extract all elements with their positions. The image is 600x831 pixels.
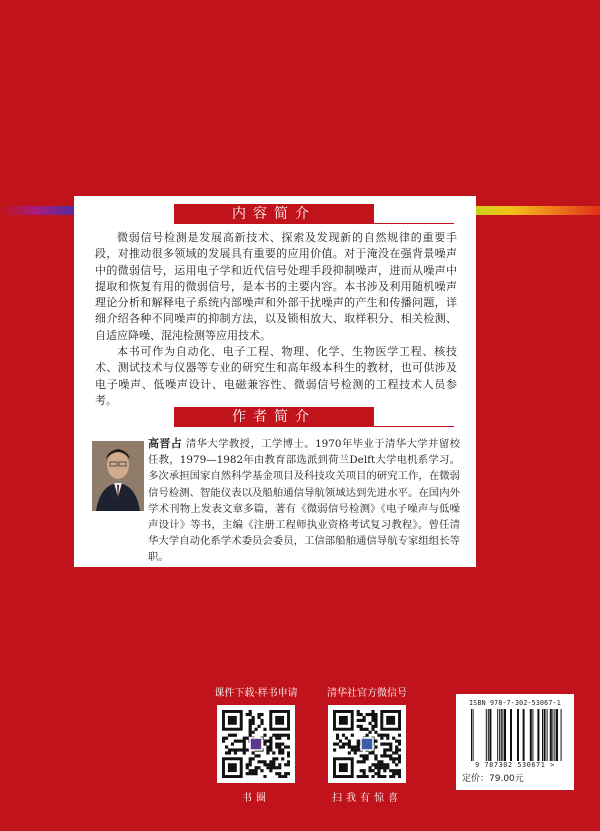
intro-text (95, 230, 457, 409)
qr-courseware-code[interactable] (217, 705, 295, 783)
content-panel (74, 196, 476, 567)
author-name: 高晋占 (148, 437, 183, 450)
intro-paragraph-2: 本书可作为自动化、电子工程、物理、化学、生物医学工程、核技术、测试技术与仪器等专业的研究生和高年级本科生的教材，也可供涉及电子噪声、低噪声设计、电磁兼容性、微弱信号检测的工程技术人员参考。 (95, 345, 457, 407)
author-bio-text: 清华大学教授，工学博士。1970年毕业于清华大学并留校任教，1979—1982年由教育部选派到荷兰Delft大学电机系学习。多次承担国家自然科学基金项目及科技攻关项目的研究工作，在微弱信号检测、智能仪表以及船舶通信导航领域达到先进水平。在国内外学术刊物上发表文章多篇，著有《微弱信号检测》《电子噪声与低噪声设计》等书，主编《注册工程师执业资格考试复习教程》。曾任清华大学自动化系学术委员会委员，工信部船舶通信导航专家组组长等职。 (148, 438, 460, 564)
qr-code-icon (333, 710, 401, 778)
author-bio (148, 436, 460, 566)
qr-code-icon (222, 710, 290, 778)
intro-heading-rule (174, 223, 454, 224)
barcode-panel (456, 694, 574, 790)
author-portrait (92, 441, 144, 511)
qr-courseware-title: 课件下载·样书申请 (214, 688, 298, 699)
author-heading-rule (174, 426, 454, 427)
qr-wechat-title: 清华社官方微信号 (327, 688, 407, 699)
barcode-icon (465, 709, 565, 761)
qr-wechat-caption: 扫我有惊喜 (332, 793, 402, 804)
qr-wechat (319, 687, 415, 804)
isbn-label: ISBN 978-7-302-53067-1 (469, 699, 561, 707)
price-label: 定价：79.00元 (462, 774, 524, 784)
intro-heading: 内容简介 (174, 204, 374, 224)
qr-courseware-caption: 书圈 (242, 793, 270, 804)
barcode-digits: 9 787302 530671 > (475, 761, 555, 769)
intro-paragraph-1: 微弱信号检测是发展高新技术、探索及发现新的自然规律的重要手段，对推动很多领域的发展具有重要的应用价值。对于淹没在强背景噪声中的微弱信号，运用电子学和近代信号处理手段抑制噪声，进而从噪声中提取和恢复有用的微弱信号，是本书的主要内容。本书涉及利用随机噪声理论分析和解释电子系统内部噪声和外部干扰噪声的产生和传播问题，详细介绍各种不同噪声的抑制方法，以及锁相放大、取样积分、相关检测、自适应降噪、混沌检测等应用技术。 (95, 231, 457, 342)
author-heading: 作者简介 (174, 407, 374, 427)
qr-courseware (208, 687, 304, 804)
qr-wechat-code[interactable] (328, 705, 406, 783)
